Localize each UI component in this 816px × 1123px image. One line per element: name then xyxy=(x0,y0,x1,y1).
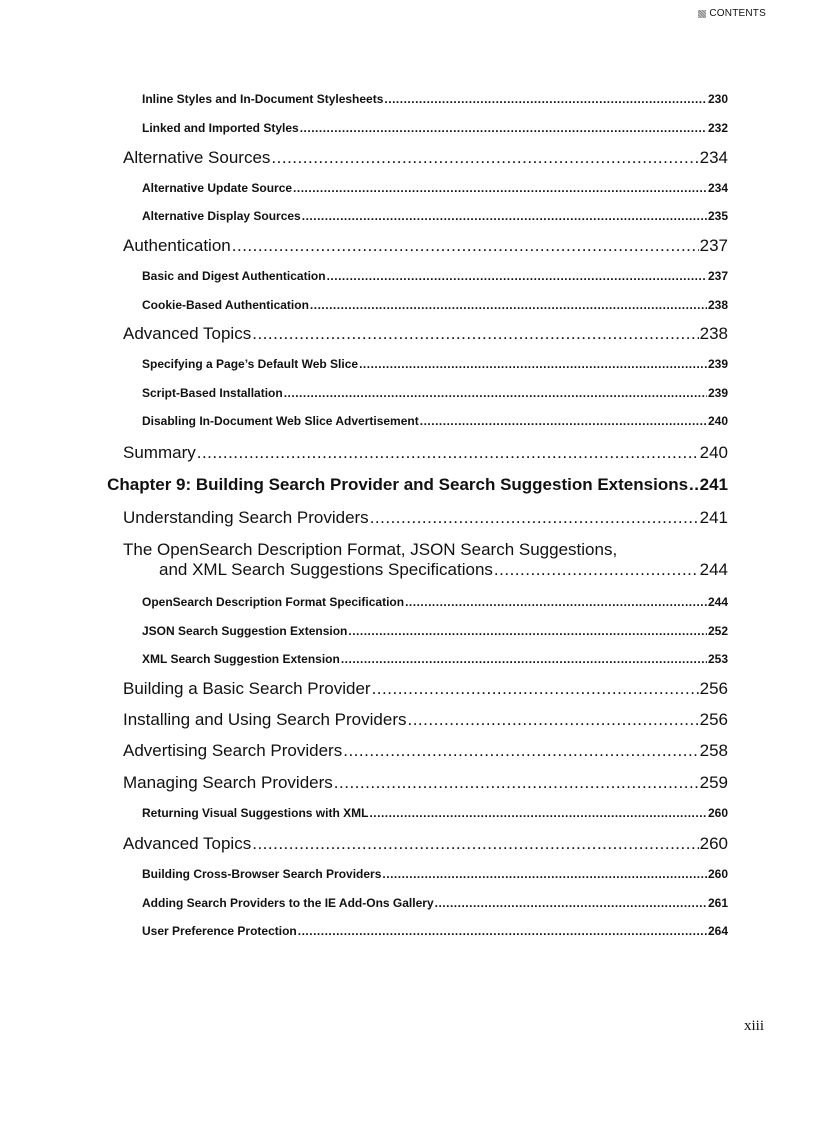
toc-entry-title-line2: and XML Search Suggestions Specifications xyxy=(159,560,493,579)
toc-entry-title: Adding Search Providers to the IE Add-Ons Gallery xyxy=(142,896,434,910)
toc-entry-page: 239 xyxy=(707,357,728,371)
toc-entry-page: 252 xyxy=(707,624,728,638)
toc-entry-title: Cookie-Based Authentication xyxy=(142,298,309,312)
toc-entry-page: 260 xyxy=(699,834,728,853)
toc-entry-page: 238 xyxy=(707,298,728,312)
toc-entry-title: Disabling In-Document Web Slice Advertisement xyxy=(142,414,419,428)
toc-entry[interactable] xyxy=(142,624,728,638)
toc-entry-title: Basic and Digest Authentication xyxy=(142,269,326,283)
toc-entry-page: 261 xyxy=(707,896,728,910)
toc-entry-page: 260 xyxy=(707,806,728,820)
toc-entry[interactable] xyxy=(142,924,728,938)
leader-dots xyxy=(197,443,699,463)
toc-entry-title: XML Search Suggestion Extension xyxy=(142,652,340,666)
leader-dots xyxy=(372,679,699,699)
toc-entry-title: Chapter 9: Building Search Provider and Search Suggestion Extensions xyxy=(107,475,689,494)
toc-entry-title: Summary xyxy=(123,443,196,462)
toc-entry[interactable] xyxy=(142,595,728,609)
toc-entry-title: Building a Basic Search Provider xyxy=(123,679,371,698)
leader-dots xyxy=(343,741,698,761)
toc-entry[interactable] xyxy=(142,121,728,135)
toc-entry[interactable] xyxy=(123,508,728,528)
toc-entry-page: 230 xyxy=(707,92,728,106)
leader-dots xyxy=(310,298,707,312)
toc-entry-title: Script-Based Installation xyxy=(142,386,283,400)
toc-entry-title: Inline Styles and In-Document Stylesheets xyxy=(142,92,384,106)
leader-dots xyxy=(370,508,699,528)
leader-dots xyxy=(284,386,707,400)
toc-entry[interactable] xyxy=(142,806,728,820)
toc-entry-page: 234 xyxy=(707,181,728,195)
toc-entry-page: 240 xyxy=(707,414,728,428)
header-label: CONTENTS xyxy=(709,8,766,19)
toc-entry-title: Advertising Search Providers xyxy=(123,741,343,760)
toc-entry-page: 259 xyxy=(699,773,728,792)
toc-entry-page: 232 xyxy=(707,121,728,135)
toc-entry-page: 241 xyxy=(699,508,728,527)
toc-entry-title: Alternative Sources xyxy=(123,148,271,167)
running-header xyxy=(698,8,766,19)
toc-entry-title: User Preference Protection xyxy=(142,924,297,938)
toc-entry[interactable] xyxy=(123,324,728,344)
toc-entry[interactable] xyxy=(123,679,728,699)
leader-dots xyxy=(302,209,707,223)
toc-entry-title: Alternative Update Source xyxy=(142,181,293,195)
toc-entry-page: 238 xyxy=(699,324,728,343)
toc-entry[interactable] xyxy=(142,298,728,312)
leader-dots xyxy=(420,414,707,428)
toc-entry[interactable] xyxy=(142,652,728,666)
toc-entry-page: 241 xyxy=(699,475,728,494)
toc-entry[interactable] xyxy=(142,92,728,106)
toc-entry-title: Managing Search Providers xyxy=(123,773,333,792)
toc-entry-page: 253 xyxy=(707,652,728,666)
toc-entry-page: 264 xyxy=(707,924,728,938)
toc-entry-title: Installing and Using Search Providers xyxy=(123,710,407,729)
page-number: xiii xyxy=(743,1018,764,1034)
leader-dots xyxy=(348,624,707,638)
toc-entry-title: Building Cross-Browser Search Providers xyxy=(142,867,382,881)
toc-entry[interactable] xyxy=(142,896,728,910)
toc-chapter-entry[interactable] xyxy=(104,475,728,495)
leader-dots xyxy=(327,269,707,283)
leader-dots xyxy=(435,896,707,910)
toc-entry-title: Advanced Topics xyxy=(123,324,252,343)
toc-entry-page: 256 xyxy=(699,710,728,729)
toc-entry-title-line1: The OpenSearch Description Format, JSON Search Suggestions, xyxy=(123,540,618,559)
toc-entry-title: OpenSearch Description Format Specification xyxy=(142,595,405,609)
leader-dots xyxy=(300,121,707,135)
leader-dots xyxy=(384,92,707,106)
toc-entry-page: 237 xyxy=(699,236,728,255)
leader-dots xyxy=(494,560,699,580)
toc-entry-page: 235 xyxy=(707,209,728,223)
leader-dots xyxy=(405,595,707,609)
leader-dots xyxy=(252,324,698,344)
toc-entry[interactable] xyxy=(123,773,728,793)
toc-entry-title: Returning Visual Suggestions with XML xyxy=(142,806,369,820)
toc-entry-page: 240 xyxy=(699,443,728,462)
square-marker-icon xyxy=(698,10,706,18)
toc-entry[interactable] xyxy=(142,867,728,881)
toc-entry-page: 258 xyxy=(699,741,728,760)
toc-entry[interactable] xyxy=(123,834,728,854)
leader-dots xyxy=(407,710,698,730)
toc-entry-page: 244 xyxy=(707,595,728,609)
toc-entry[interactable] xyxy=(123,148,728,168)
toc-entry-title: Alternative Display Sources xyxy=(142,209,301,223)
leader-dots xyxy=(271,148,698,168)
toc-entry[interactable] xyxy=(142,209,728,223)
leader-dots xyxy=(298,924,707,938)
toc-entry-page: 244 xyxy=(699,560,728,579)
toc-entry-title: Advanced Topics xyxy=(123,834,252,853)
leader-dots xyxy=(334,773,699,793)
leader-dots xyxy=(359,357,707,371)
toc-entry[interactable] xyxy=(142,386,728,400)
toc-entry-page: 256 xyxy=(699,679,728,698)
toc-entry[interactable] xyxy=(123,236,728,256)
toc-entry-title: Linked and Imported Styles xyxy=(142,121,299,135)
toc-entry-page: 260 xyxy=(707,867,728,881)
toc-entry-title: JSON Search Suggestion Extension xyxy=(142,624,348,638)
toc-entry-page: 234 xyxy=(699,148,728,167)
leader-dots xyxy=(689,475,699,495)
leader-dots xyxy=(293,181,707,195)
toc-entry[interactable] xyxy=(142,181,728,195)
toc-entry-multiline[interactable] xyxy=(123,540,728,580)
toc-entry[interactable] xyxy=(123,741,728,761)
toc-entry-title: Understanding Search Providers xyxy=(123,508,369,527)
toc-entry-line2 xyxy=(123,560,728,580)
leader-dots xyxy=(369,806,707,820)
toc-entry[interactable] xyxy=(142,269,728,283)
leader-dots xyxy=(232,236,699,256)
toc-entry-title: Authentication xyxy=(123,236,231,255)
leader-dots xyxy=(341,652,707,666)
toc-entry[interactable] xyxy=(142,357,728,371)
leader-dots xyxy=(382,867,707,881)
toc-entry[interactable] xyxy=(123,443,728,463)
toc-entry[interactable] xyxy=(123,710,728,730)
toc-entry-page: 237 xyxy=(707,269,728,283)
toc-entry-title: Specifying a Page’s Default Web Slice xyxy=(142,357,359,371)
leader-dots xyxy=(252,834,698,854)
toc-entry-page: 239 xyxy=(707,386,728,400)
toc-entry[interactable] xyxy=(142,414,728,428)
